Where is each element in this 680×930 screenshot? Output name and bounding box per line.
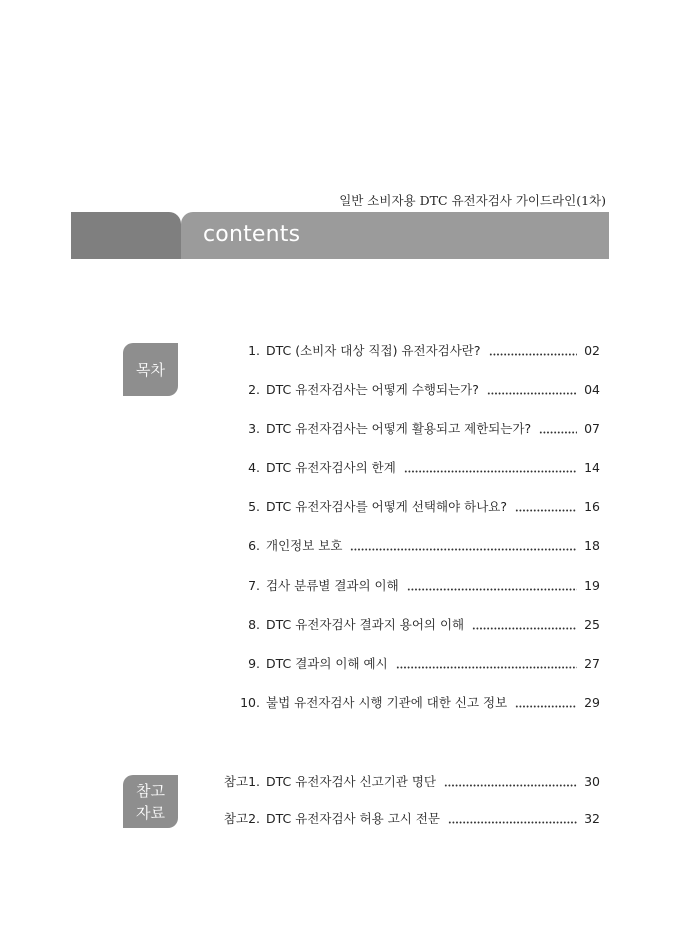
toc-entry-page: 02: [584, 343, 600, 358]
toc-entry-title: 불법 유전자검사 시행 기관에 대한 신고 정보: [266, 695, 508, 710]
toc-entry-number: 5.: [248, 499, 260, 514]
banner-label: contents: [203, 222, 301, 247]
toc-leader-dots: [448, 821, 577, 824]
toc-leader-dots: [515, 705, 577, 708]
toc-entry-number: 1.: [248, 343, 260, 358]
toc-entry-title: DTC 유전자검사를 어떻게 선택해야 하나요?: [266, 499, 507, 514]
contents-tag-label: 목차: [136, 360, 165, 379]
toc-leader-dots: [472, 627, 577, 630]
toc-entry-title: DTC (소비자 대상 직접) 유전자검사란?: [266, 343, 481, 358]
toc-entry-number: 7.: [248, 578, 260, 593]
toc-entry[interactable]: [200, 576, 600, 596]
toc-entry-number: 2.: [248, 382, 260, 397]
toc-entry-number: 6.: [248, 538, 260, 553]
toc-entry[interactable]: [200, 536, 600, 556]
toc-entry[interactable]: [200, 654, 600, 674]
contents-tag: [123, 343, 178, 396]
toc-entry[interactable]: [200, 497, 600, 517]
toc-entry-page: 25: [584, 617, 600, 632]
toc-entry-number: 8.: [248, 617, 260, 632]
toc-leader-dots: [396, 666, 577, 669]
reference-entry-title: DTC 유전자검사 신고기관 명단: [266, 774, 437, 789]
toc-entry[interactable]: [200, 419, 600, 439]
reference-tag-line1: 참고: [136, 781, 165, 800]
toc-entry-title: 개인정보 보호: [266, 538, 343, 553]
toc-entry-page: 16: [584, 499, 600, 514]
toc-entry-number: 10.: [240, 695, 260, 710]
contents-banner: [181, 212, 609, 259]
toc-leader-dots: [487, 392, 577, 395]
toc-entry-number: 4.: [248, 460, 260, 475]
reference-entry-number: 참고1.: [223, 774, 260, 789]
toc-entry-title: DTC 결과의 이해 예시: [266, 656, 388, 671]
toc-entry[interactable]: [200, 615, 600, 635]
toc-entry[interactable]: [200, 458, 600, 478]
toc-leader-dots: [404, 470, 577, 473]
reference-entry-page: 30: [584, 774, 600, 789]
toc-entry[interactable]: [200, 380, 600, 400]
document-title: 일반 소비자용 DTC 유전자검사 가이드라인(1차): [339, 193, 606, 208]
reference-entry[interactable]: [200, 809, 600, 829]
reference-tag: [123, 775, 178, 828]
toc-entry-title: DTC 유전자검사는 어떻게 수행되는가?: [266, 382, 479, 397]
toc-entry-title: DTC 유전자검사는 어떻게 활용되고 제한되는가?: [266, 421, 532, 436]
reference-entry-title: DTC 유전자검사 허용 고시 전문: [266, 811, 440, 826]
toc-entry-title: DTC 유전자검사의 한계: [266, 460, 396, 475]
toc-entry-page: 29: [584, 695, 600, 710]
toc-leader-dots: [407, 588, 577, 591]
toc-entry-number: 9.: [248, 656, 260, 671]
toc-entry-page: 19: [584, 578, 600, 593]
reference-entry-page: 32: [584, 811, 600, 826]
toc-entry-title: DTC 유전자검사 결과지 용어의 이해: [266, 617, 465, 632]
toc-entry-page: 27: [584, 656, 600, 671]
toc-leader-dots: [539, 431, 577, 434]
reference-entry-number: 참고2.: [223, 811, 260, 826]
toc-leader-dots: [444, 784, 577, 787]
reference-tag-line2: 자료: [136, 803, 165, 822]
banner-left-block: [71, 212, 181, 259]
toc-entry-page: 04: [584, 382, 600, 397]
toc-leader-dots: [515, 509, 577, 512]
toc-entry-page: 18: [584, 538, 600, 553]
toc-entry[interactable]: [200, 693, 600, 713]
toc-entry-number: 3.: [248, 421, 260, 436]
toc-entry-title: 검사 분류별 결과의 이해: [266, 578, 399, 593]
toc-leader-dots: [489, 353, 577, 356]
toc-leader-dots: [350, 548, 577, 551]
toc-entry-page: 14: [584, 460, 600, 475]
reference-entry[interactable]: [200, 772, 600, 792]
toc-entry-page: 07: [584, 421, 600, 436]
toc-entry[interactable]: [200, 341, 600, 361]
